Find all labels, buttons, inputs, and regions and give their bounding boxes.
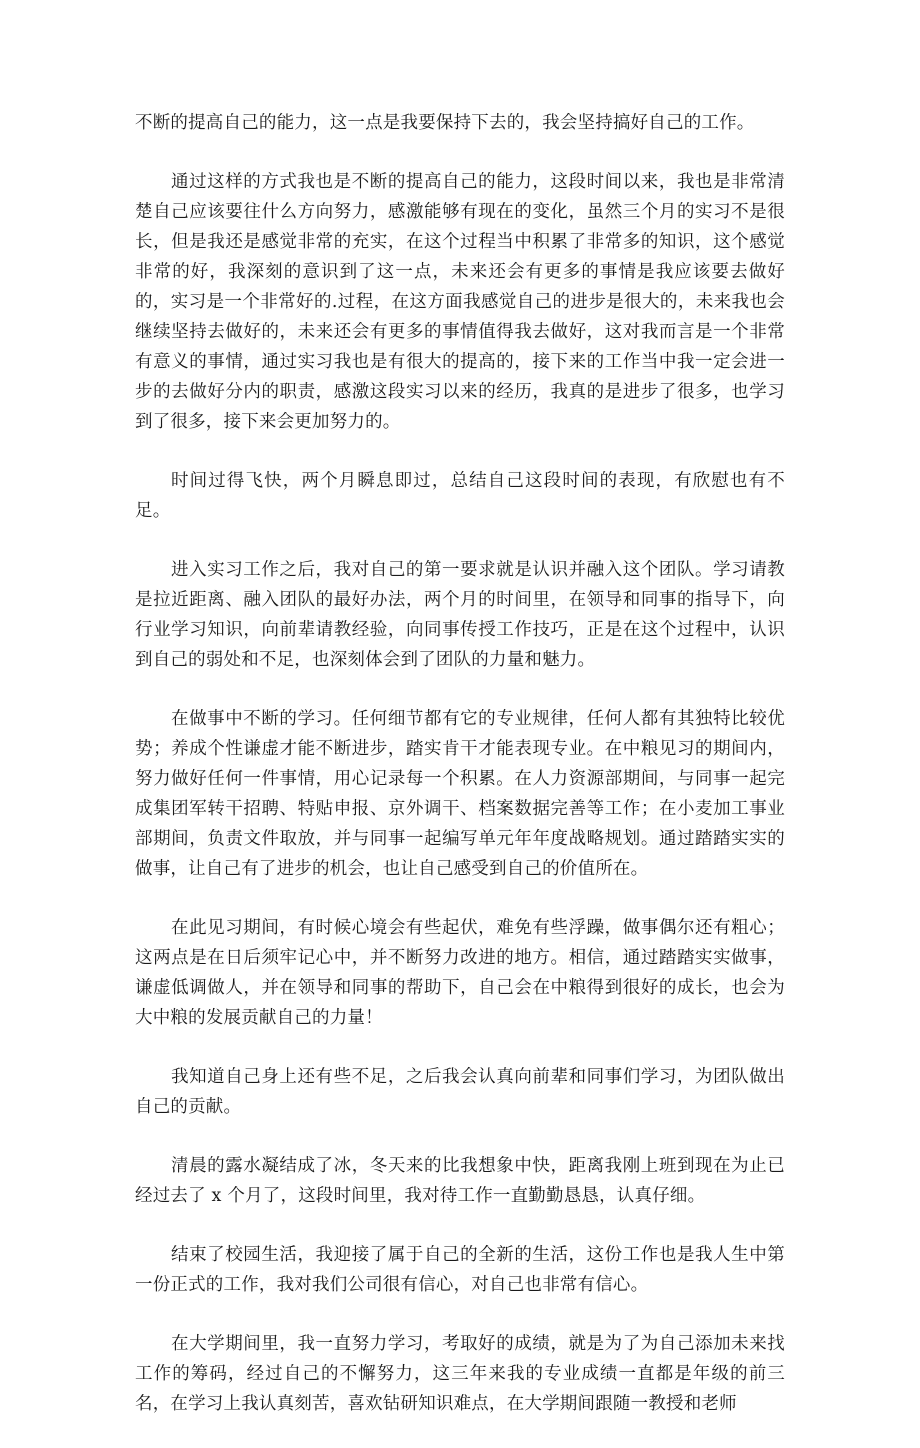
paragraph-5: 在做事中不断的学习。任何细节都有它的专业规律，任何人都有其独特比较优势；养成个性谦虚才能不断进步，踏实肯干才能表现专业。在中粮见习的期间内，努力做好任何一件事情，用心记录每一个积累。在人力资源部期间，与同事一起完成集团军转干招聘、特贴申报、京外调干、档案数据完善等工作；在小麦加工事业部期间，负责文件取放，并与同事一起编写单元年年度战略规划。通过踏踏实实的做事，让自己有了进步的机会，也让自己感受到自己的价值所在。 (135, 709, 785, 879)
paragraph-3: 时间过得飞快，两个月瞬息即过，总结自己这段时间的表现，有欣慰也有不足。 (135, 471, 785, 521)
paragraph-10: 在大学期间里，我一直努力学习，考取好的成绩，就是为了为自己添加未来找工作的筹码，经过自己的不懈努力，这三年来我的专业成绩一直都是年级的前三名，在学习上我认真刻苦，喜欢钻研知识难点，在大学期间跟随一教授和老师 (135, 1334, 785, 1414)
paragraph-7: 我知道自己身上还有些不足，之后我会认真向前辈和同事们学习，为团队做出自己的贡献。 (135, 1067, 785, 1117)
paragraph-1: 不断的提高自己的能力，这一点是我要保持下去的，我会坚持搞好自己的工作。 (135, 113, 755, 133)
paragraph-9: 结束了校园生活，我迎接了属于自己的全新的生活，这份工作也是我人生中第一份正式的工作，我对我们公司很有信心，对自己也非常有信心。 (135, 1245, 785, 1295)
paragraph-8: 清晨的露水凝结成了冰，冬天来的比我想象中快，距离我刚上班到现在为止已经过去了 x 个月了，这段时间里，我对待工作一直勤勤恳恳，认真仔细。 (135, 1156, 785, 1206)
paragraph-2: 通过这样的方式我也是不断的提高自己的能力，这段时间以来，我也是非常清楚自己应该要往什么方向努力，感激能够有现在的变化，虽然三个月的实习不是很长，但是我还是感觉非常的充实，在这个过程当中积累了非常多的知识，这个感觉非常的好，我深刻的意识到了这一点，未来还会有更多的事情是我应该要去做好的，实习是一个非常好的.过程，在这方面我感觉自己的进步是很大的，未来我也会继续坚持去做好的，未来还会有更多的事情值得我去做好，这对我而言是一个非常有意义的事情，通过实习我也是有很大的提高的，接下来的工作当中我一定会进一步的去做好分内的职责，感激这段实习以来的经历，我真的是进步了很多，也学习到了很多，接下来会更加努力的。 (135, 172, 785, 432)
paragraph-4: 进入实习工作之后，我对自己的第一要求就是认识并融入这个团队。学习请教是拉近距离、融入团队的最好办法，两个月的时间里，在领导和同事的指导下，向行业学习知识，向前辈请教经验，向同事传授工作技巧，正是在这个过程中，认识到自己的弱处和不足，也深刻体会到了团队的力量和魅力。 (135, 560, 785, 670)
paragraph-6: 在此见习期间，有时候心境会有些起伏，难免有些浮躁，做事偶尔还有粗心；这两点是在日后须牢记心中，并不断努力改进的地方。相信，通过踏踏实实做事，谦虚低调做人，并在领导和同事的帮助下，自己会在中粮得到很好的成长，也会为大中粮的发展贡献自己的力量！ (135, 918, 785, 1028)
document-page (135, 108, 785, 1448)
